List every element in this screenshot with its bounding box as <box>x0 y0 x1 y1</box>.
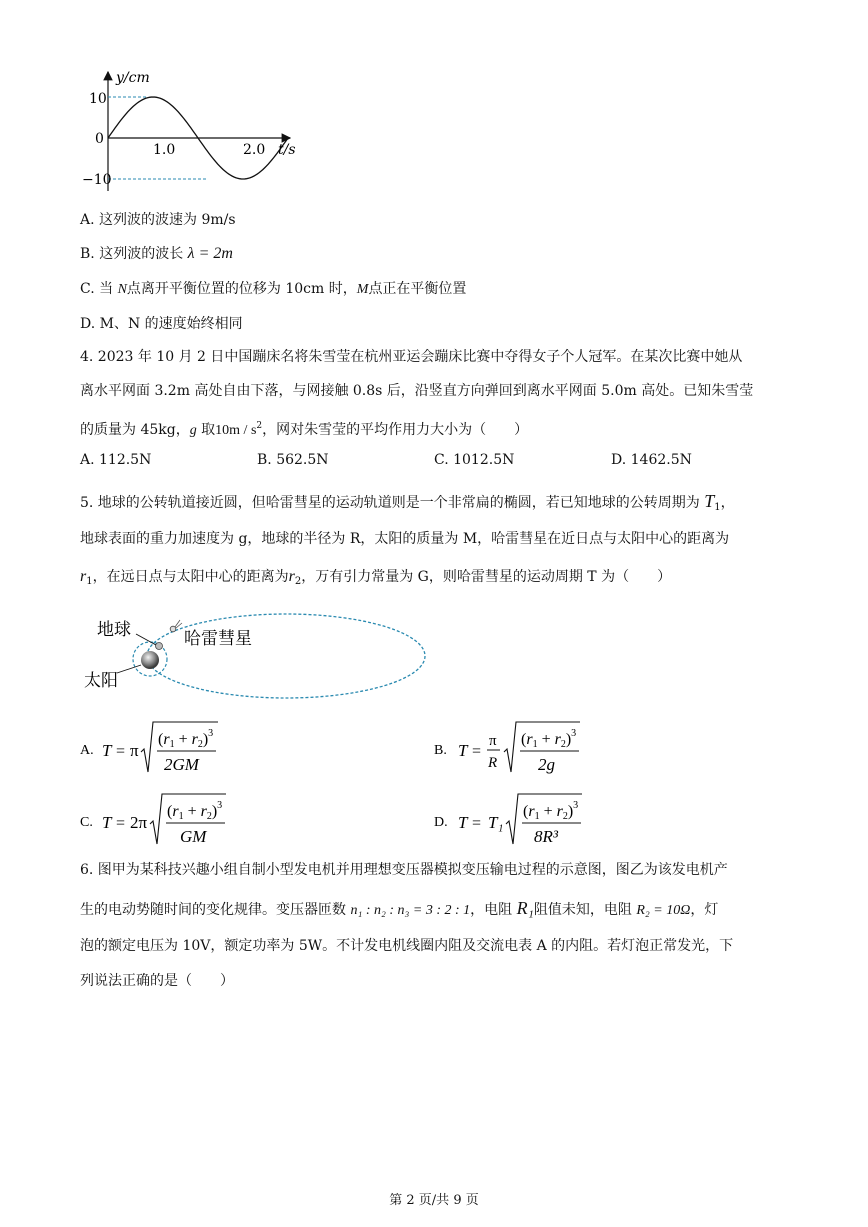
wave-graph <box>78 66 308 196</box>
x-axis-label: t/s <box>278 142 296 158</box>
svg-text:(r1 + r2)3: $(r1 + r2)^3$ <box>523 800 579 822</box>
svg-text:(r1 + r2)3: $(r1 + r2)^3$ <box>521 728 577 750</box>
sun <box>141 651 159 669</box>
orbit-diagram <box>84 605 434 705</box>
q5-option-b <box>434 718 594 784</box>
q3-option-d: D. M、N 的速度始终相同 <box>80 316 243 332</box>
q5-option-d-coef: T₁ <box>488 813 504 832</box>
q4-option-b: B. 562.5N <box>257 452 329 468</box>
q5-option-a-label: A. <box>80 743 94 758</box>
q4-option-a: A. 112.5N <box>80 452 152 468</box>
q5-option-d-lhs: T <box>458 813 468 832</box>
q5-line-3-b: ，万有引力常量为 G，则哈雷彗星的运动周期 T 为（ ） <box>301 569 672 585</box>
page-footer: 第 2 页/共 9 页 <box>389 1193 479 1208</box>
q5-option-a-lhs: T <box>102 741 112 760</box>
q4-line-3-g: g <box>189 423 197 438</box>
q5-option-a-den: 2GM <box>164 755 199 774</box>
q6-line-4: 列说法正确的是（ ） <box>80 973 234 989</box>
q6-line-3: 泡的额定电压为 10V，额定功率为 5W。不计发电机线圈内阻及交流电表 A 的内阻。若灯泡正常发光，下 <box>80 938 734 954</box>
q5-line-3-a: ，在远日点与太阳中心的距离为 <box>92 569 289 585</box>
comet-label: 哈雷彗星 <box>184 629 252 649</box>
q3-option-c-part2: 点离开平衡位置的位移为 10cm 时， <box>126 281 357 297</box>
q6-line-2-r1: R₁ <box>516 898 534 918</box>
q6-line-2-c: 阻值未知，电阻 <box>533 902 632 918</box>
svg-text:(r1 + r2)3: $(r1 + r2)^3$ <box>158 728 214 750</box>
comet <box>170 626 176 632</box>
q6-line-1: 6. 图甲为某科技兴趣小组自制小型发电机并用理想变压器模拟变压输电过程的示意图，图乙为该发电机产 <box>80 862 728 878</box>
y-axis-label: y/cm <box>116 70 150 86</box>
q5-option-b-coef: π <box>489 733 497 749</box>
q3-option-c-part3: 点正在平衡位置 <box>368 281 467 297</box>
q5-option-a <box>80 718 230 784</box>
q5-line-1: 5. 地球的公转轨道接近圆，但哈雷彗星的运动轨道则是一个非常扁的椭圆，若已知地球的公转周期为 $T_1$， <box>80 491 735 513</box>
q3-option-c <box>80 279 466 300</box>
q4-line-3-a: 的质量为 45kg， <box>80 422 190 438</box>
x-tick-2: 2.0 <box>243 142 266 158</box>
svg-text:=: = <box>472 815 482 832</box>
q3-option-c-m: M <box>356 282 369 297</box>
q4-option-d: D. 1462.5N <box>611 452 692 468</box>
svg-text:(r1 + r2)3: $(r1 + r2)^3$ <box>167 800 223 822</box>
earth <box>156 643 163 650</box>
q5-option-c-den: GM <box>180 827 207 846</box>
q6-line-2-ratio: n₁ : n₂ : n₃ = 3 : 2 : 1 <box>350 903 471 918</box>
sun-label: 太阳 <box>84 671 118 691</box>
q5-option-d <box>434 790 594 856</box>
q3-option-c-part1: C. 当 <box>80 281 114 297</box>
q4-option-c: C. 1012.5N <box>434 452 515 468</box>
q5-option-c-label: C. <box>80 815 93 830</box>
q5-line-2: 地球表面的重力加速度为 g，地球的半径为 R，太阳的质量为 M，哈雷彗星在近日点与太阳中心的距离为 <box>80 531 730 547</box>
q5-option-b-lhs: T <box>458 741 468 760</box>
q3-option-c-n: N <box>117 282 127 297</box>
q5-option-b-label: B. <box>434 743 447 758</box>
q4-line-3-c: ，网对朱雪莹的平均作用力大小为（ ） <box>262 422 529 438</box>
q5-option-a-coef: π <box>130 741 139 760</box>
q5-option-d-den: 8R³ <box>534 827 558 846</box>
q5-option-d-label: D. <box>434 815 448 830</box>
q6-line-2-a: 生的电动势随时间的变化规律。变压器匝数 <box>80 902 346 918</box>
q4-line-1: 4. 2023 年 10 月 2 日中国蹦床名将朱雪莹在杭州亚运会蹦床比赛中夺得女子个人冠军。在某次比赛中她从 <box>80 349 743 365</box>
q6-line-2-d: ，灯 <box>690 902 719 918</box>
q5-option-b-tail: R <box>488 755 498 771</box>
q6-line-2 <box>80 898 718 921</box>
q5-option-c-coef: 2π <box>130 813 148 832</box>
q6-line-2-b: ，电阻 <box>470 902 513 918</box>
q6-line-2-r2: R₂ = 10Ω <box>636 903 691 918</box>
q5-option-b-den: 2g <box>538 755 555 774</box>
q3-option-b-math: λ = 2m <box>187 245 233 262</box>
x-tick-1: 1.0 <box>153 142 176 158</box>
q3-option-b <box>80 244 233 264</box>
comet-orbit <box>147 614 425 698</box>
y-tick-min: −10 <box>82 172 112 188</box>
q3-option-b-text: B. 这列波的波长 <box>80 246 184 262</box>
q5-line-1-text: 5. 地球的公转轨道接近圆，但哈雷彗星的运动轨道则是一个非常扁的椭圆，若已知地球的公转周期为 <box>80 495 700 511</box>
svg-text:=: = <box>116 815 126 832</box>
q5-option-c-lhs: T <box>102 813 112 832</box>
q5-line-3: $r_1$，在远日点与太阳中心的距离为$r_2$，万有引力常量为 G，则哈雷彗星的运动周期 T 为（ ） <box>80 568 672 587</box>
q4-line-3-unit: 10m / s <box>215 423 257 438</box>
q3-option-a: A. 这列波的波速为 9m/s <box>80 212 236 228</box>
q4-line-3-b: 取 <box>201 422 216 438</box>
y-tick-max: 10 <box>89 91 107 107</box>
q5-option-c <box>80 790 240 856</box>
y-tick-zero: 0 <box>95 131 104 147</box>
q4-line-2: 离水平网面 3.2m 高处自由下落，与网接触 0.8s 后，沿竖直方向弹回到离水平网面 5.0m 高处。已知朱雪莹 <box>80 383 754 399</box>
earth-label: 地球 <box>97 620 131 640</box>
q4-line-3: 的质量为 45kg，g 取$10m / s^2$，网对朱雪莹的平均作用力大小为（ ） <box>80 421 529 438</box>
svg-text:=: = <box>116 743 126 760</box>
svg-text:=: = <box>472 743 482 760</box>
